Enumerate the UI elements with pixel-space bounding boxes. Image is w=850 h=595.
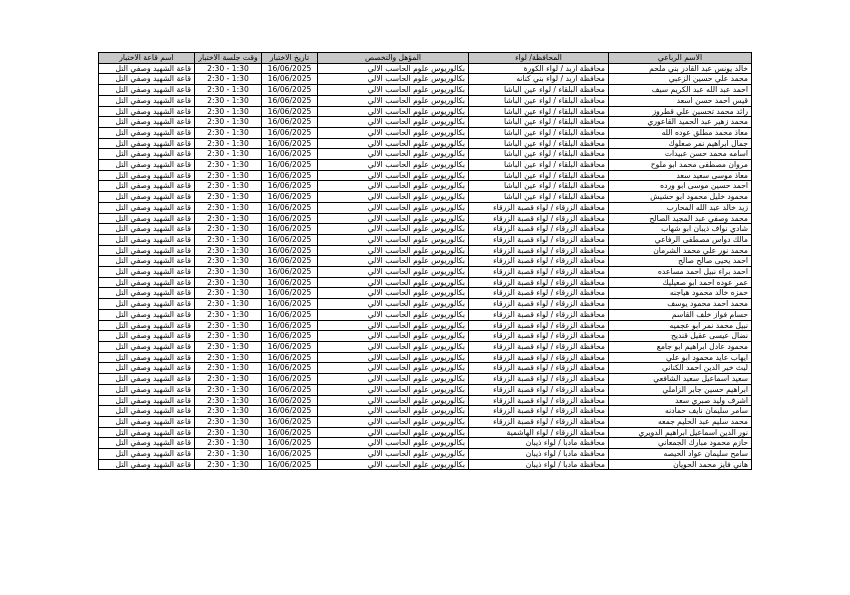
cell-date: 16/06/2025 (262, 245, 318, 256)
cell-date: 16/06/2025 (262, 341, 318, 352)
cell-date: 16/06/2025 (262, 277, 318, 288)
cell-date: 16/06/2025 (262, 160, 318, 171)
cell-hall: قاعة الشهيد وصفي التل (99, 95, 195, 106)
table-row (99, 320, 752, 331)
cell-name: احمد يحيى صالح صالح (609, 256, 752, 267)
cell-qualification: بكالوريوس علوم الحاسب الالي (318, 85, 469, 96)
cell-name: مالك دواس مصطفى الرفاعي (609, 234, 752, 245)
cell-qualification: بكالوريوس علوم الحاسب الالي (318, 299, 469, 310)
cell-name: سامر سليمان نايف حمادنه (609, 406, 752, 417)
cell-governorate: محافظة الزرقاء / لواء قصبة الزرقاء (469, 213, 609, 224)
cell-date: 16/06/2025 (262, 438, 318, 449)
table-row (99, 117, 752, 128)
cell-governorate: محافظة الزرقاء / لواء قصبة الزرقاء (469, 416, 609, 427)
cell-hall: قاعة الشهيد وصفي التل (99, 245, 195, 256)
cell-name: اسامه محمد حسن عبيدات (609, 149, 752, 160)
cell-qualification: بكالوريوس علوم الحاسب الالي (318, 245, 469, 256)
cell-governorate: محافظة البلقاء / لواء عين الباشا (469, 127, 609, 138)
cell-governorate: محافظة البلقاء / لواء عين الباشا (469, 160, 609, 171)
cell-date: 16/06/2025 (262, 309, 318, 320)
cell-name: محمد وصفي عبد المجيد الصالح (609, 213, 752, 224)
cell-qualification: بكالوريوس علوم الحاسب الالي (318, 106, 469, 117)
cell-date: 16/06/2025 (262, 352, 318, 363)
cell-name: احمد حسين موسى ابو ورده (609, 181, 752, 192)
cell-governorate: محافظة الزرقاء / لواء قصبة الزرقاء (469, 234, 609, 245)
cell-qualification: بكالوريوس علوم الحاسب الالي (318, 374, 469, 385)
cell-qualification: بكالوريوس علوم الحاسب الالي (318, 459, 469, 470)
cell-session: 1:30 - 2:30 (195, 352, 262, 363)
cell-date: 16/06/2025 (262, 202, 318, 213)
cell-session: 1:30 - 2:30 (195, 459, 262, 470)
table-header-row (99, 53, 752, 64)
cell-date: 16/06/2025 (262, 331, 318, 342)
cell-session: 1:30 - 2:30 (195, 74, 262, 85)
cell-qualification: بكالوريوس علوم الحاسب الالي (318, 234, 469, 245)
cell-governorate: محافظة الزرقاء / لواء قصبة الزرقاء (469, 384, 609, 395)
cell-hall: قاعة الشهيد وصفي التل (99, 127, 195, 138)
cell-name: محمد زهير عبد الحميد القاعوري (609, 117, 752, 128)
cell-session: 1:30 - 2:30 (195, 395, 262, 406)
cell-session: 1:30 - 2:30 (195, 438, 262, 449)
cell-qualification: بكالوريوس علوم الحاسب الالي (318, 438, 469, 449)
cell-hall: قاعة الشهيد وصفي التل (99, 117, 195, 128)
cell-qualification: بكالوريوس علوم الحاسب الالي (318, 288, 469, 299)
table-row (99, 95, 752, 106)
cell-hall: قاعة الشهيد وصفي التل (99, 374, 195, 385)
cell-date: 16/06/2025 (262, 127, 318, 138)
cell-governorate: محافظة الزرقاء / لواء قصبة الزرقاء (469, 363, 609, 374)
table-row (99, 374, 752, 385)
cell-session: 1:30 - 2:30 (195, 117, 262, 128)
cell-qualification: بكالوريوس علوم الحاسب الالي (318, 181, 469, 192)
cell-session: 1:30 - 2:30 (195, 384, 262, 395)
cell-session: 1:30 - 2:30 (195, 288, 262, 299)
cell-governorate: محافظة البلقاء / لواء عين الباشا (469, 149, 609, 160)
cell-date: 16/06/2025 (262, 288, 318, 299)
cell-date: 16/06/2025 (262, 106, 318, 117)
cell-qualification: بكالوريوس علوم الحاسب الالي (318, 74, 469, 85)
table-row (99, 438, 752, 449)
cell-governorate: محافظة الزرقاء / لواء قصبة الزرقاء (469, 245, 609, 256)
cell-date: 16/06/2025 (262, 192, 318, 203)
cell-qualification: بكالوريوس علوم الحاسب الالي (318, 352, 469, 363)
cell-hall: قاعة الشهيد وصفي التل (99, 267, 195, 278)
cell-name: خالد يونس عبد القادر بني ملحم (609, 63, 752, 74)
cell-qualification: بكالوريوس علوم الحاسب الالي (318, 224, 469, 235)
cell-session: 1:30 - 2:30 (195, 299, 262, 310)
cell-governorate: محافظة الزرقاء / لواء قصبة الزرقاء (469, 256, 609, 267)
header-session: وقت جلسة الاختبار (195, 53, 262, 64)
cell-session: 1:30 - 2:30 (195, 149, 262, 160)
cell-name: هاني فايز محمد الحويان (609, 459, 752, 470)
cell-qualification: بكالوريوس علوم الحاسب الالي (318, 149, 469, 160)
cell-name: احمد براء نبيل احمد مساعده (609, 267, 752, 278)
cell-hall: قاعة الشهيد وصفي التل (99, 449, 195, 460)
cell-date: 16/06/2025 (262, 234, 318, 245)
cell-governorate: محافظة الزرقاء / لواء قصبة الزرقاء (469, 202, 609, 213)
cell-qualification: بكالوريوس علوم الحاسب الالي (318, 395, 469, 406)
cell-date: 16/06/2025 (262, 213, 318, 224)
cell-hall: قاعة الشهيد وصفي التل (99, 74, 195, 85)
cell-name: محمد علي حسين الزعبي (609, 74, 752, 85)
cell-hall: قاعة الشهيد وصفي التل (99, 63, 195, 74)
cell-session: 1:30 - 2:30 (195, 202, 262, 213)
table-body (99, 63, 752, 470)
cell-governorate: محافظة الزرقاء / لواء قصبة الزرقاء (469, 309, 609, 320)
cell-hall: قاعة الشهيد وصفي التل (99, 299, 195, 310)
cell-name: محمد احمد محمود يوسف (609, 299, 752, 310)
cell-hall: قاعة الشهيد وصفي التل (99, 224, 195, 235)
table-row (99, 106, 752, 117)
cell-governorate: محافظة الزرقاء / لواء قصبة الزرقاء (469, 341, 609, 352)
cell-hall: قاعة الشهيد وصفي التل (99, 149, 195, 160)
cell-session: 1:30 - 2:30 (195, 181, 262, 192)
cell-governorate: محافظة الزرقاء / لواء قصبة الزرقاء (469, 331, 609, 342)
table-row (99, 245, 752, 256)
cell-governorate: محافظة البلقاء / لواء عين الباشا (469, 170, 609, 181)
cell-session: 1:30 - 2:30 (195, 63, 262, 74)
cell-qualification: بكالوريوس علوم الحاسب الالي (318, 384, 469, 395)
cell-session: 1:30 - 2:30 (195, 416, 262, 427)
cell-qualification: بكالوريوس علوم الحاسب الالي (318, 138, 469, 149)
table-row (99, 202, 752, 213)
cell-session: 1:30 - 2:30 (195, 106, 262, 117)
cell-hall: قاعة الشهيد وصفي التل (99, 309, 195, 320)
exam-roster-table (98, 52, 752, 470)
cell-hall: قاعة الشهيد وصفي التل (99, 416, 195, 427)
cell-hall: قاعة الشهيد وصفي التل (99, 438, 195, 449)
cell-governorate: محافظة البلقاء / لواء عين الباشا (469, 192, 609, 203)
cell-qualification: بكالوريوس علوم الحاسب الالي (318, 127, 469, 138)
cell-date: 16/06/2025 (262, 427, 318, 438)
cell-session: 1:30 - 2:30 (195, 170, 262, 181)
cell-governorate: محافظة الزرقاء / لواء قصبة الزرقاء (469, 320, 609, 331)
cell-date: 16/06/2025 (262, 117, 318, 128)
table-row (99, 331, 752, 342)
cell-name: زيد خالد عبد الله المحارب (609, 202, 752, 213)
cell-qualification: بكالوريوس علوم الحاسب الالي (318, 117, 469, 128)
cell-date: 16/06/2025 (262, 74, 318, 85)
cell-session: 1:30 - 2:30 (195, 127, 262, 138)
cell-governorate: محافظة البلقاء / لواء عين الباشا (469, 181, 609, 192)
cell-qualification: بكالوريوس علوم الحاسب الالي (318, 363, 469, 374)
cell-governorate: محافظة الزرقاء / لواء قصبة الزرقاء (469, 277, 609, 288)
cell-hall: قاعة الشهيد وصفي التل (99, 160, 195, 171)
cell-session: 1:30 - 2:30 (195, 363, 262, 374)
cell-governorate: محافظة البلقاء / لواء عين الباشا (469, 117, 609, 128)
cell-qualification: بكالوريوس علوم الحاسب الالي (318, 331, 469, 342)
cell-hall: قاعة الشهيد وصفي التل (99, 341, 195, 352)
table-row (99, 170, 752, 181)
cell-hall: قاعة الشهيد وصفي التل (99, 320, 195, 331)
table-row (99, 299, 752, 310)
cell-qualification: بكالوريوس علوم الحاسب الالي (318, 256, 469, 267)
cell-session: 1:30 - 2:30 (195, 309, 262, 320)
table-row (99, 160, 752, 171)
table-row (99, 406, 752, 417)
cell-hall: قاعة الشهيد وصفي التل (99, 192, 195, 203)
cell-governorate: محافظة البلقاء / لواء عين الباشا (469, 138, 609, 149)
cell-hall: قاعة الشهيد وصفي التل (99, 395, 195, 406)
cell-governorate: محافظة مادبا / لواء ذيبان (469, 438, 609, 449)
cell-date: 16/06/2025 (262, 459, 318, 470)
cell-date: 16/06/2025 (262, 95, 318, 106)
cell-hall: قاعة الشهيد وصفي التل (99, 459, 195, 470)
cell-date: 16/06/2025 (262, 395, 318, 406)
cell-session: 1:30 - 2:30 (195, 374, 262, 385)
table-row (99, 85, 752, 96)
table-row (99, 277, 752, 288)
table-row (99, 192, 752, 203)
cell-qualification: بكالوريوس علوم الحاسب الالي (318, 202, 469, 213)
cell-hall: قاعة الشهيد وصفي التل (99, 427, 195, 438)
cell-session: 1:30 - 2:30 (195, 427, 262, 438)
cell-name: عمر عوده احمد ابو صعيليك (609, 277, 752, 288)
table-row (99, 416, 752, 427)
cell-governorate: محافظة الزرقاء / لواء قصبة الزرقاء (469, 299, 609, 310)
table-row (99, 213, 752, 224)
cell-session: 1:30 - 2:30 (195, 277, 262, 288)
cell-governorate: محافظة الزرقاء / لواء قصبة الزرقاء (469, 352, 609, 363)
cell-date: 16/06/2025 (262, 224, 318, 235)
cell-qualification: بكالوريوس علوم الحاسب الالي (318, 267, 469, 278)
cell-date: 16/06/2025 (262, 63, 318, 74)
cell-session: 1:30 - 2:30 (195, 213, 262, 224)
cell-name: نضال عيسى عقيل قنديح (609, 331, 752, 342)
cell-name: محمود عادل ابراهيم ابو جامع (609, 341, 752, 352)
cell-governorate: محافظة اربد / لواء بني كنانه (469, 74, 609, 85)
table-row (99, 384, 752, 395)
cell-session: 1:30 - 2:30 (195, 320, 262, 331)
cell-hall: قاعة الشهيد وصفي التل (99, 406, 195, 417)
cell-date: 16/06/2025 (262, 85, 318, 96)
cell-hall: قاعة الشهيد وصفي التل (99, 277, 195, 288)
cell-qualification: بكالوريوس علوم الحاسب الالي (318, 160, 469, 171)
cell-governorate: محافظة اربد / لواء الكورة (469, 63, 609, 74)
cell-hall: قاعة الشهيد وصفي التل (99, 363, 195, 374)
cell-date: 16/06/2025 (262, 299, 318, 310)
cell-qualification: بكالوريوس علوم الحاسب الالي (318, 63, 469, 74)
cell-name: حسام فواز خلف القاسم (609, 309, 752, 320)
cell-hall: قاعة الشهيد وصفي التل (99, 331, 195, 342)
cell-name: حمزه خالد محمود هياجنه (609, 288, 752, 299)
cell-hall: قاعة الشهيد وصفي التل (99, 234, 195, 245)
cell-name: جمال ابراهيم نمر صعلوك (609, 138, 752, 149)
cell-name: سامح سليمان عواد الحيصه (609, 449, 752, 460)
cell-qualification: بكالوريوس علوم الحاسب الالي (318, 406, 469, 417)
table-row (99, 395, 752, 406)
cell-hall: قاعة الشهيد وصفي التل (99, 85, 195, 96)
cell-qualification: بكالوريوس علوم الحاسب الالي (318, 192, 469, 203)
cell-qualification: بكالوريوس علوم الحاسب الالي (318, 309, 469, 320)
cell-name: احمد عبد الله عبد الكريم سيف (609, 85, 752, 96)
cell-name: ايهاب عايد محمود ابو علي (609, 352, 752, 363)
cell-governorate: محافظة الزرقاء / لواء قصبة الزرقاء (469, 224, 609, 235)
cell-name: سعيد اسماعيل سعيد الشافعي (609, 374, 752, 385)
cell-governorate: محافظة البلقاء / لواء عين الباشا (469, 106, 609, 117)
table-row (99, 224, 752, 235)
table-row (99, 63, 752, 74)
cell-governorate: محافظة مادبا / لواء ذيبان (469, 449, 609, 460)
cell-name: نبيل محمد نمر ابو عجميه (609, 320, 752, 331)
cell-session: 1:30 - 2:30 (195, 256, 262, 267)
cell-hall: قاعة الشهيد وصفي التل (99, 352, 195, 363)
cell-name: محمود خليل محمود ابو حشيش (609, 192, 752, 203)
cell-session: 1:30 - 2:30 (195, 234, 262, 245)
cell-hall: قاعة الشهيد وصفي التل (99, 170, 195, 181)
cell-date: 16/06/2025 (262, 149, 318, 160)
table-row (99, 427, 752, 438)
cell-session: 1:30 - 2:30 (195, 406, 262, 417)
cell-governorate: محافظة البلقاء / لواء عين الباشا (469, 85, 609, 96)
cell-hall: قاعة الشهيد وصفي التل (99, 106, 195, 117)
cell-date: 16/06/2025 (262, 181, 318, 192)
cell-qualification: بكالوريوس علوم الحاسب الالي (318, 449, 469, 460)
table-row (99, 234, 752, 245)
cell-name: محمد سليم عبد الحليم جمعه (609, 416, 752, 427)
cell-name: قيس احمد حسن اسعد (609, 95, 752, 106)
cell-session: 1:30 - 2:30 (195, 449, 262, 460)
cell-name: محمد نور علي محمد الشرمان (609, 245, 752, 256)
table-row (99, 267, 752, 278)
cell-date: 16/06/2025 (262, 320, 318, 331)
cell-session: 1:30 - 2:30 (195, 224, 262, 235)
cell-session: 1:30 - 2:30 (195, 95, 262, 106)
cell-hall: قاعة الشهيد وصفي التل (99, 202, 195, 213)
cell-name: حازم محمود مبارك الجمعاني (609, 438, 752, 449)
cell-hall: قاعة الشهيد وصفي التل (99, 288, 195, 299)
cell-date: 16/06/2025 (262, 406, 318, 417)
header-hall: اسم قاعة الاختبار (99, 53, 195, 64)
cell-governorate: محافظة مادبا / لواء ذيبان (469, 459, 609, 470)
cell-session: 1:30 - 2:30 (195, 160, 262, 171)
cell-date: 16/06/2025 (262, 363, 318, 374)
cell-qualification: بكالوريوس علوم الحاسب الالي (318, 277, 469, 288)
cell-date: 16/06/2025 (262, 170, 318, 181)
table-row (99, 449, 752, 460)
table-row (99, 149, 752, 160)
cell-name: شادي نواف ذيبان ابو شهاب (609, 224, 752, 235)
header-governorate: المحافظة/ لواء (469, 53, 609, 64)
cell-qualification: بكالوريوس علوم الحاسب الالي (318, 320, 469, 331)
header-qualification: المؤهل والتخصص (318, 53, 469, 64)
table-row (99, 363, 752, 374)
cell-qualification: بكالوريوس علوم الحاسب الالي (318, 213, 469, 224)
cell-governorate: محافظة البلقاء / لواء عين الباشا (469, 95, 609, 106)
cell-name: رائد محمد تحسين علي قطروز (609, 106, 752, 117)
cell-hall: قاعة الشهيد وصفي التل (99, 256, 195, 267)
table-row (99, 309, 752, 320)
cell-date: 16/06/2025 (262, 374, 318, 385)
cell-qualification: بكالوريوس علوم الحاسب الالي (318, 416, 469, 427)
cell-session: 1:30 - 2:30 (195, 341, 262, 352)
cell-date: 16/06/2025 (262, 267, 318, 278)
cell-qualification: بكالوريوس علوم الحاسب الالي (318, 170, 469, 181)
cell-governorate: محافظة الزرقاء / لواء قصبة الزرقاء (469, 374, 609, 385)
cell-governorate: محافظة الزرقاء / لواء الهاشمية (469, 427, 609, 438)
table-row (99, 138, 752, 149)
table-row (99, 256, 752, 267)
cell-session: 1:30 - 2:30 (195, 85, 262, 96)
header-name: الاسم الرباعي (609, 53, 752, 64)
cell-governorate: محافظة الزرقاء / لواء قصبة الزرقاء (469, 406, 609, 417)
cell-name: اشرف وليد صبري سعد (609, 395, 752, 406)
cell-session: 1:30 - 2:30 (195, 138, 262, 149)
cell-name: معاذ موسى سعيد سعد (609, 170, 752, 181)
cell-hall: قاعة الشهيد وصفي التل (99, 384, 195, 395)
cell-qualification: بكالوريوس علوم الحاسب الالي (318, 95, 469, 106)
cell-date: 16/06/2025 (262, 256, 318, 267)
cell-name: مروان مصطفى محمد ابو ملوح (609, 160, 752, 171)
cell-date: 16/06/2025 (262, 384, 318, 395)
cell-date: 16/06/2025 (262, 416, 318, 427)
cell-hall: قاعة الشهيد وصفي التل (99, 138, 195, 149)
cell-session: 1:30 - 2:30 (195, 331, 262, 342)
cell-hall: قاعة الشهيد وصفي التل (99, 181, 195, 192)
cell-name: ليث خير الدين احمد الكناني (609, 363, 752, 374)
cell-governorate: محافظة الزرقاء / لواء قصبة الزرقاء (469, 267, 609, 278)
cell-session: 1:30 - 2:30 (195, 245, 262, 256)
cell-governorate: محافظة الزرقاء / لواء قصبة الزرقاء (469, 395, 609, 406)
cell-name: نور الدين اسماعيل ابراهيم الدويري (609, 427, 752, 438)
cell-hall: قاعة الشهيد وصفي التل (99, 213, 195, 224)
cell-name: معاذ محمد مطلق عوده الله (609, 127, 752, 138)
cell-qualification: بكالوريوس علوم الحاسب الالي (318, 341, 469, 352)
table-row (99, 352, 752, 363)
cell-session: 1:30 - 2:30 (195, 267, 262, 278)
cell-date: 16/06/2025 (262, 449, 318, 460)
cell-date: 16/06/2025 (262, 138, 318, 149)
table-row (99, 127, 752, 138)
cell-name: ابراهيم حسين جابر الزاملي (609, 384, 752, 395)
cell-qualification: بكالوريوس علوم الحاسب الالي (318, 427, 469, 438)
cell-governorate: محافظة الزرقاء / لواء قصبة الزرقاء (469, 288, 609, 299)
table-row (99, 288, 752, 299)
table-row (99, 341, 752, 352)
table-row (99, 459, 752, 470)
header-date: تاريخ الاختبار (262, 53, 318, 64)
cell-session: 1:30 - 2:30 (195, 192, 262, 203)
table-row (99, 74, 752, 85)
table-row (99, 181, 752, 192)
